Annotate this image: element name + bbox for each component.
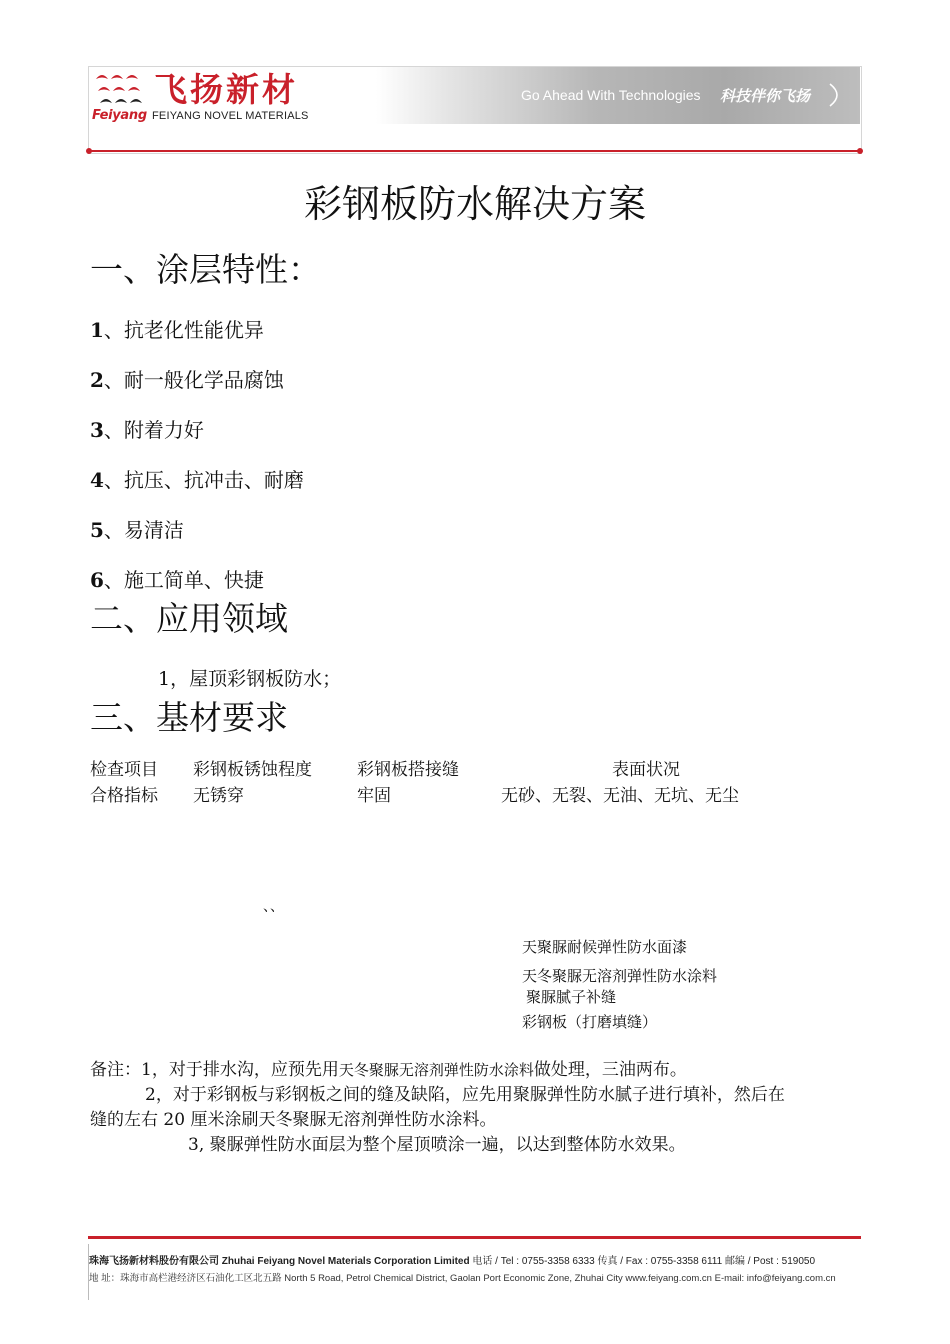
brand-name-latin: Feiyang (92, 108, 147, 123)
table-header-cell: 检查项目 (90, 760, 158, 780)
table-value-cell: 合格指标 (90, 786, 158, 806)
footer-company-en: Zhuhai Feiyang Novel Materials Corporation Limited (221, 1256, 470, 1267)
note-3: 3, 聚脲弹性防水面层为整个屋顶喷涂一遍，以达到整体防水效果。 (188, 1135, 686, 1155)
note-1-product: 天冬聚脲无溶剂弹性防水涂料 (338, 1061, 534, 1079)
list-item (90, 416, 204, 444)
footer-company-cn: 珠海飞扬新材料股份有限公司 (89, 1256, 219, 1267)
list-item (90, 566, 264, 594)
section-heading-application: 二、应用领域 (90, 599, 288, 638)
note-2-line-2: 缝的左右 20 厘米涂刷天冬聚脲无溶剂弹性防水涂料。 (90, 1110, 497, 1130)
list-item-number: 4 (90, 468, 104, 492)
brand-name-en: FEIYANG NOVEL MATERIALS (152, 110, 309, 122)
list-item-number: 6 (90, 568, 104, 592)
table-header-cell: 表面状况 (612, 760, 680, 780)
section-heading-substrate: 三、基材要求 (90, 698, 288, 737)
footer-red-rule (88, 1236, 861, 1239)
slogan-en: Go Ahead With Technologies (521, 87, 701, 103)
footer-address-en: North 5 Road, Petrol Chemical District, Gaolan Port Economic Zone, Zhuhai City (284, 1273, 623, 1284)
list-item-text: 、抗老化性能优异 (103, 318, 264, 342)
layer-label-topcoat: 天聚脲耐候弹性防水面漆 (522, 938, 688, 956)
stray-mark: 、、 (263, 899, 284, 915)
footer-post: 邮编 / Post : 519050 (724, 1256, 816, 1267)
note-1-suffix: 做处理，三油两布。 (533, 1060, 687, 1080)
rule-dot-right (857, 148, 863, 154)
table-header-cell: 彩钢板搭接缝 (357, 760, 459, 780)
footer-address-line (89, 1270, 836, 1284)
table-header-cell: 彩钢板锈蚀程度 (193, 760, 312, 780)
footer-email-link[interactable]: E-mail: info@feiyang.com.cn (714, 1273, 836, 1284)
note-2-line-1: 2，对于彩钢板与彩钢板之间的缝及缺陷，应先用聚脲弹性防水腻子进行填补，然后在 (145, 1085, 785, 1105)
document-title: 彩钢板防水解决方案 (303, 182, 646, 226)
list-item-text: 、耐一般化学品腐蚀 (103, 368, 284, 392)
list-item (90, 366, 284, 394)
list-item-text: 、易清洁 (103, 518, 184, 542)
rule-dot-left (86, 148, 92, 154)
feiyang-wave-logo-icon (94, 70, 152, 108)
footer-tel: 电话 / Tel : 0755-3358 6333 (472, 1256, 595, 1267)
list-item (90, 516, 184, 544)
slogan-arc-icon (826, 82, 846, 108)
section-heading-coating: 一、涂层特性： (90, 250, 321, 289)
list-item (90, 466, 304, 494)
note-1-prefix: 备注：1，对于排水沟，应预先用 (90, 1060, 339, 1080)
footer-address-cn: 地 址：珠海市高栏港经济区石油化工区北五路 (89, 1273, 282, 1284)
table-value-cell: 无锈穿 (193, 786, 244, 806)
list-item-text: 、附着力好 (103, 418, 204, 442)
brand-name-cn: 飞扬新材 (154, 70, 298, 109)
banner-red-rule (88, 150, 860, 152)
list-item-text: 、抗压、抗冲击、耐磨 (103, 468, 304, 492)
layer-label-substrate: 彩钢板（打磨填缝） (522, 1013, 658, 1031)
list-item-number: 5 (90, 518, 104, 542)
application-item: 1，屋顶彩钢板防水； (158, 668, 342, 690)
note-1 (90, 1058, 687, 1082)
list-item-number: 2 (90, 368, 104, 392)
table-value-cell: 牢固 (357, 786, 391, 806)
layer-label-membrane: 天冬聚脲无溶剂弹性防水涂料 (522, 967, 718, 985)
footer-fax: 传真 / Fax : 0755-3358 6111 (597, 1256, 723, 1267)
letterhead-banner (88, 66, 862, 154)
footer-contact-line (89, 1252, 815, 1267)
slogan-cn: 科技伴你飞扬 (720, 87, 811, 105)
table-value-cell: 无砂、无裂、无油、无坑、无尘 (501, 786, 739, 806)
list-item (90, 316, 264, 344)
list-item-text: 、施工简单、快捷 (103, 568, 264, 592)
footer-web-link[interactable]: www.feiyang.com.cn (625, 1273, 712, 1284)
list-item-number: 3 (90, 418, 104, 442)
layer-label-putty: 聚脲腻子补缝 (526, 988, 617, 1006)
list-item-number: 1 (90, 318, 104, 342)
